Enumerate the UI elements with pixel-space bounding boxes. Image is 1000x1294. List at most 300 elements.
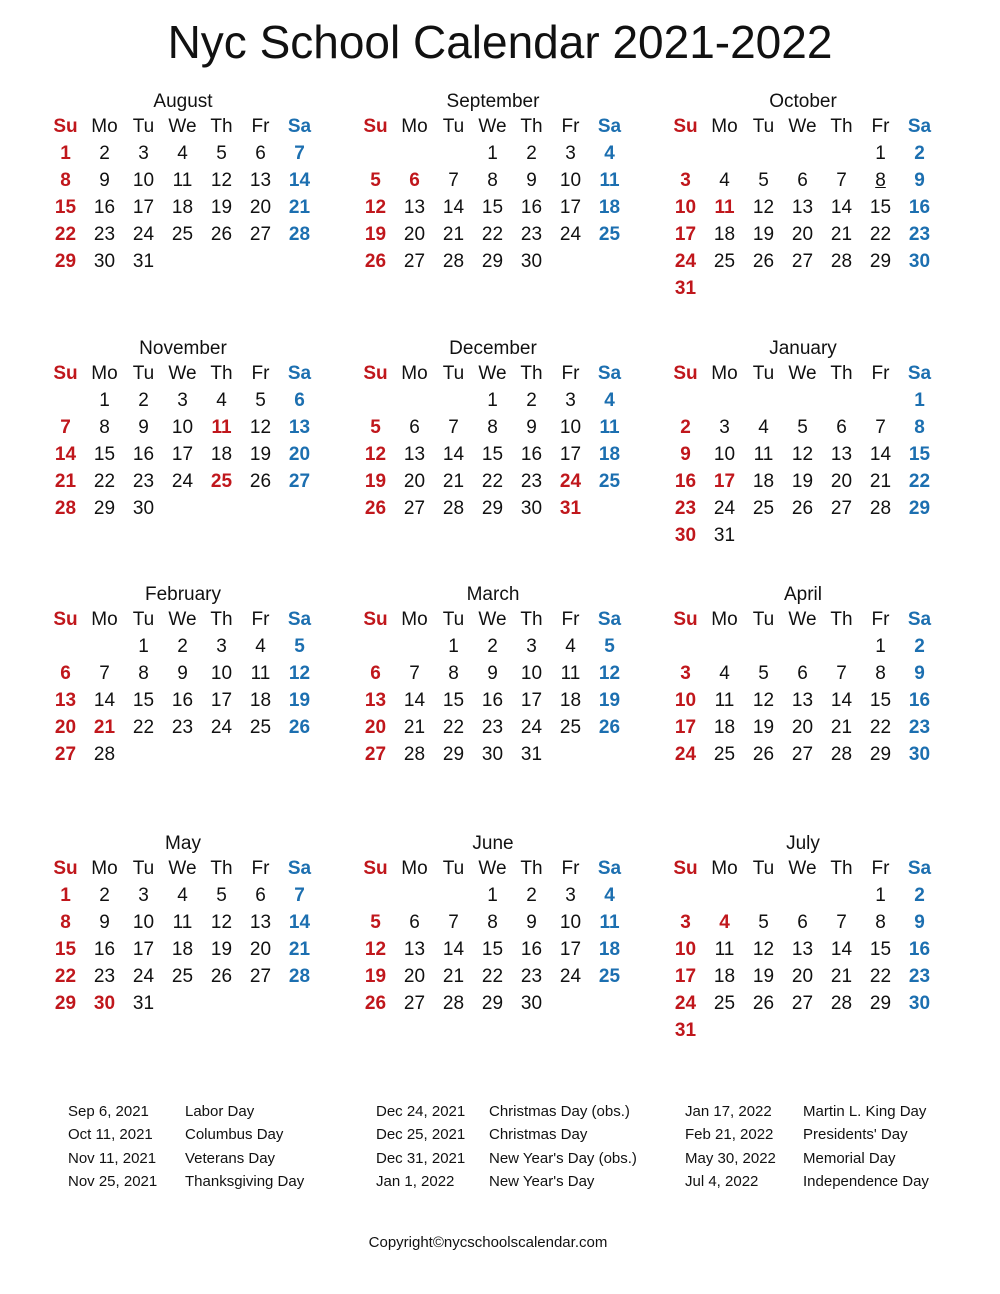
day-cell: 31 — [520, 744, 543, 765]
day-cell: 26 — [364, 498, 387, 519]
day-cell: 20 — [364, 717, 387, 738]
day-cell: 23 — [93, 224, 116, 245]
day-cell: 18 — [210, 444, 233, 465]
month-name: November — [139, 338, 227, 359]
weekday-header: Mo — [91, 858, 118, 879]
holiday-row — [68, 1123, 304, 1146]
holiday-row — [685, 1147, 929, 1170]
day-cell: 16 — [908, 690, 931, 711]
day-cell: 30 — [908, 251, 931, 272]
day-cell: 6 — [409, 912, 420, 933]
day-cell: 13 — [791, 939, 814, 960]
holiday-date: Jan 17, 2022 — [685, 1103, 772, 1120]
empty-cell — [395, 882, 434, 909]
day-cell: 6 — [797, 663, 808, 684]
weekday-header: Mo — [401, 858, 428, 879]
empty-cell — [705, 633, 744, 660]
day-cell: 25 — [713, 993, 736, 1014]
day-cell: 16 — [520, 939, 543, 960]
day-cell: 1 — [60, 885, 71, 906]
day-cell: 23 — [908, 966, 931, 987]
day-cell: 3 — [565, 143, 576, 164]
empty-cell — [822, 633, 861, 660]
day-cell: 17 — [559, 197, 582, 218]
day-cell: 26 — [210, 224, 233, 245]
day-cell: 13 — [249, 912, 272, 933]
day-cell: 2 — [526, 885, 537, 906]
weekday-header: Tu — [752, 363, 775, 384]
day-cell: 17 — [674, 224, 697, 245]
day-cell: 9 — [526, 170, 537, 191]
day-cell: 29 — [869, 744, 892, 765]
weekday-header: Fr — [561, 116, 580, 137]
day-cell: 6 — [294, 390, 305, 411]
day-cell: 20 — [830, 471, 853, 492]
day-cell: 26 — [364, 251, 387, 272]
holiday-name: Martin L. King Day — [803, 1103, 927, 1120]
day-cell: 29 — [869, 251, 892, 272]
weekday-header: Th — [830, 858, 853, 879]
weekday-header: Sa — [287, 858, 312, 879]
day-cell: 10 — [559, 912, 582, 933]
day-cell: 20 — [249, 939, 272, 960]
day-cell: 23 — [481, 717, 504, 738]
day-cell: 7 — [60, 417, 71, 438]
day-cell: 11 — [714, 939, 735, 960]
day-cell: 9 — [177, 663, 188, 684]
weekday-header: We — [478, 858, 507, 879]
day-cell: 4 — [177, 143, 188, 164]
month-grid — [356, 360, 630, 522]
weekday-header: Th — [830, 609, 853, 630]
holiday-date: Nov 25, 2021 — [68, 1172, 158, 1190]
day-cell: 6 — [409, 170, 420, 191]
holiday-name: Christmas Day (obs.) — [489, 1103, 630, 1120]
day-cell: 22 — [93, 471, 116, 492]
day-cell: 4 — [719, 663, 730, 684]
day-cell: 20 — [791, 224, 814, 245]
day-cell: 23 — [520, 966, 543, 987]
holiday-date: Oct 11, 2021 — [68, 1126, 153, 1144]
day-cell: 18 — [598, 939, 621, 960]
day-cell: 11 — [599, 170, 620, 191]
day-cell: 10 — [674, 690, 697, 711]
day-cell: 31 — [559, 498, 582, 519]
day-cell: 12 — [752, 939, 775, 960]
day-cell: 9 — [99, 912, 110, 933]
holiday-name: Veterans Day — [185, 1149, 276, 1167]
day-cell: 16 — [520, 197, 543, 218]
day-cell: 1 — [60, 143, 71, 164]
empty-cell — [356, 140, 395, 167]
day-cell: 12 — [791, 444, 814, 465]
day-cell: 21 — [830, 717, 853, 738]
weekday-header: Th — [830, 363, 853, 384]
day-cell: 22 — [869, 224, 892, 245]
month-grid — [46, 606, 320, 768]
day-cell: 15 — [54, 939, 77, 960]
day-cell: 3 — [680, 912, 691, 933]
day-cell: 17 — [171, 444, 194, 465]
day-cell: 27 — [288, 471, 311, 492]
day-cell: 15 — [869, 939, 892, 960]
day-cell: 24 — [674, 251, 697, 272]
weekday-header: Mo — [91, 609, 118, 630]
weekday-header: Sa — [597, 116, 622, 137]
day-cell: 13 — [791, 690, 814, 711]
weekday-header: We — [168, 363, 197, 384]
day-cell: 5 — [216, 143, 227, 164]
day-cell: 2 — [487, 636, 498, 657]
day-cell: 17 — [559, 444, 582, 465]
day-cell: 22 — [481, 224, 504, 245]
holiday-name: New Year's Day (obs.) — [489, 1149, 637, 1167]
weekday-header: Sa — [287, 609, 312, 630]
day-cell: 27 — [791, 993, 814, 1014]
day-cell: 23 — [520, 471, 543, 492]
month-name: October — [769, 91, 837, 112]
day-cell: 2 — [914, 143, 925, 164]
day-cell: 11 — [714, 197, 735, 218]
day-cell: 15 — [481, 939, 504, 960]
day-cell: 30 — [93, 993, 116, 1014]
day-cell: 17 — [674, 966, 697, 987]
day-cell: 10 — [171, 417, 194, 438]
day-cell: 6 — [255, 885, 266, 906]
day-cell: 13 — [403, 444, 426, 465]
weekday-header: Th — [210, 116, 233, 137]
weekday-header: We — [788, 363, 817, 384]
holiday-row — [68, 1147, 304, 1170]
holiday-name: Presidents' Day — [803, 1126, 908, 1144]
day-cell: 12 — [210, 170, 233, 191]
day-cell: 23 — [171, 717, 194, 738]
day-cell: 11 — [753, 444, 774, 465]
day-cell: 25 — [713, 251, 736, 272]
day-cell: 5 — [294, 636, 305, 657]
weekday-header: Tu — [132, 609, 155, 630]
day-cell: 6 — [797, 170, 808, 191]
empty-cell — [434, 140, 473, 167]
weekday-header: Sa — [907, 116, 932, 137]
day-cell: 4 — [604, 143, 615, 164]
holiday-date: May 30, 2022 — [685, 1149, 776, 1167]
empty-cell — [783, 140, 822, 167]
weekday-header: Su — [673, 116, 698, 137]
day-cell: 3 — [138, 885, 149, 906]
day-cell: 28 — [442, 993, 465, 1014]
month-name: September — [446, 91, 540, 112]
weekday-header: Tu — [752, 116, 775, 137]
day-cell: 3 — [138, 143, 149, 164]
day-cell: 18 — [713, 224, 736, 245]
day-cell: 17 — [210, 690, 233, 711]
holiday-name: Thanksgiving Day — [185, 1172, 305, 1190]
day-cell: 18 — [752, 471, 775, 492]
day-cell: 18 — [559, 690, 582, 711]
day-cell: 13 — [364, 690, 387, 711]
month-grid — [666, 606, 940, 768]
weekday-header: Su — [53, 116, 78, 137]
day-cell: 18 — [713, 966, 736, 987]
day-cell: 5 — [255, 390, 266, 411]
day-cell: 5 — [216, 885, 227, 906]
day-cell: 16 — [132, 444, 155, 465]
weekday-header: Fr — [251, 609, 270, 630]
holiday-date: Sep 6, 2021 — [68, 1103, 149, 1120]
day-cell: 6 — [797, 912, 808, 933]
day-cell: 4 — [719, 912, 730, 933]
day-cell: 25 — [752, 498, 775, 519]
day-cell: 18 — [171, 939, 194, 960]
day-cell: 27 — [830, 498, 853, 519]
empty-cell — [46, 387, 85, 414]
day-cell: 30 — [132, 498, 155, 519]
holiday-date: Dec 31, 2021 — [376, 1149, 466, 1167]
day-cell: 7 — [294, 143, 305, 164]
day-cell: 27 — [791, 744, 814, 765]
empty-cell — [356, 882, 395, 909]
day-cell: 15 — [908, 444, 931, 465]
weekday-header: Su — [673, 363, 698, 384]
day-cell: 1 — [448, 636, 459, 657]
month-grid — [666, 360, 940, 549]
empty-cell — [666, 633, 705, 660]
holiday-date: Dec 24, 2021 — [376, 1103, 466, 1120]
day-cell: 11 — [172, 170, 193, 191]
day-cell: 17 — [674, 717, 697, 738]
empty-cell — [822, 882, 861, 909]
day-cell: 11 — [599, 417, 620, 438]
empty-cell — [744, 140, 783, 167]
weekday-header: Tu — [132, 116, 155, 137]
day-cell: 26 — [210, 966, 233, 987]
day-cell: 6 — [409, 417, 420, 438]
weekday-header: Fr — [871, 363, 890, 384]
empty-cell — [861, 387, 900, 414]
day-cell: 3 — [719, 417, 730, 438]
day-cell: 4 — [719, 170, 730, 191]
day-cell: 11 — [599, 912, 620, 933]
month-grid — [46, 855, 320, 1017]
month-grid — [46, 360, 320, 522]
day-cell: 24 — [674, 744, 697, 765]
day-cell: 2 — [914, 885, 925, 906]
weekday-header: Tu — [752, 858, 775, 879]
day-cell: 22 — [908, 471, 931, 492]
month-name: February — [144, 584, 222, 605]
day-cell: 12 — [364, 939, 387, 960]
month-grid — [356, 855, 630, 1017]
day-cell: 3 — [680, 663, 691, 684]
day-cell: 8 — [487, 170, 498, 191]
day-cell: 12 — [249, 417, 272, 438]
day-cell: 12 — [752, 690, 775, 711]
weekday-header: We — [788, 609, 817, 630]
day-cell: 1 — [487, 390, 498, 411]
day-cell: 7 — [448, 417, 459, 438]
weekday-header: Su — [53, 858, 78, 879]
day-cell: 4 — [177, 885, 188, 906]
day-cell: 26 — [364, 993, 387, 1014]
day-cell: 21 — [830, 966, 853, 987]
day-cell: 22 — [481, 966, 504, 987]
day-cell: 15 — [93, 444, 116, 465]
day-cell: 21 — [403, 717, 426, 738]
holiday-name: Christmas Day — [489, 1126, 588, 1144]
day-cell: 17 — [132, 939, 155, 960]
day-cell: 9 — [914, 663, 925, 684]
day-cell: 3 — [526, 636, 537, 657]
day-cell: 30 — [93, 251, 116, 272]
weekday-header: Th — [210, 858, 233, 879]
day-cell: 11 — [250, 663, 271, 684]
month-grid — [666, 113, 940, 302]
weekday-header: Fr — [561, 609, 580, 630]
day-cell: 28 — [288, 966, 311, 987]
day-cell: 27 — [403, 498, 426, 519]
day-cell: 21 — [54, 471, 77, 492]
weekday-header: We — [788, 116, 817, 137]
month-name: July — [786, 833, 820, 854]
month-name: January — [769, 338, 837, 359]
empty-cell — [822, 387, 861, 414]
weekday-header: Su — [363, 116, 388, 137]
weekday-header: Tu — [132, 363, 155, 384]
day-cell: 3 — [680, 170, 691, 191]
weekday-header: Su — [363, 363, 388, 384]
day-cell: 20 — [54, 717, 77, 738]
day-cell: 6 — [255, 143, 266, 164]
day-cell: 2 — [177, 636, 188, 657]
weekday-header: Fr — [561, 858, 580, 879]
day-cell: 29 — [93, 498, 116, 519]
weekday-header: Mo — [711, 858, 738, 879]
weekday-header: Su — [53, 609, 78, 630]
weekday-header: Fr — [251, 363, 270, 384]
day-cell: 8 — [914, 417, 925, 438]
weekday-header: Mo — [91, 363, 118, 384]
day-cell: 30 — [520, 251, 543, 272]
day-cell: 9 — [99, 170, 110, 191]
day-cell: 5 — [758, 663, 769, 684]
day-cell: 3 — [177, 390, 188, 411]
empty-cell — [705, 882, 744, 909]
holiday-row — [685, 1170, 929, 1193]
day-cell: 16 — [674, 471, 697, 492]
holiday-row — [68, 1100, 304, 1123]
weekday-header: Mo — [401, 363, 428, 384]
day-cell: 4 — [216, 390, 227, 411]
empty-cell — [783, 882, 822, 909]
day-cell: 23 — [908, 717, 931, 738]
day-cell: 23 — [674, 498, 697, 519]
day-cell: 29 — [54, 993, 77, 1014]
day-cell: 25 — [713, 744, 736, 765]
day-cell: 22 — [869, 966, 892, 987]
day-cell: 13 — [830, 444, 853, 465]
day-cell: 18 — [713, 717, 736, 738]
day-cell: 14 — [54, 444, 77, 465]
day-cell: 20 — [791, 966, 814, 987]
day-cell: 11 — [172, 912, 193, 933]
day-cell: 11 — [560, 663, 581, 684]
weekday-header: Mo — [91, 116, 118, 137]
month-name: December — [449, 338, 537, 359]
day-cell: 10 — [132, 912, 155, 933]
weekday-header: Fr — [251, 858, 270, 879]
empty-cell — [356, 633, 395, 660]
day-cell: 28 — [442, 498, 465, 519]
day-cell: 9 — [138, 417, 149, 438]
holiday-row — [685, 1100, 929, 1123]
day-cell: 19 — [364, 224, 387, 245]
day-cell: 5 — [370, 417, 381, 438]
day-cell: 31 — [713, 525, 736, 546]
day-cell: 29 — [481, 251, 504, 272]
holiday-date: Jul 4, 2022 — [685, 1172, 759, 1190]
day-cell: 16 — [908, 939, 931, 960]
weekday-header: Mo — [401, 116, 428, 137]
day-cell: 23 — [520, 224, 543, 245]
day-cell: 20 — [403, 966, 426, 987]
day-cell: 9 — [914, 170, 925, 191]
weekday-header: Sa — [287, 363, 312, 384]
day-cell: 27 — [364, 744, 387, 765]
day-cell: 24 — [674, 993, 697, 1014]
day-cell: 21 — [442, 966, 465, 987]
weekday-header: Tu — [132, 858, 155, 879]
day-cell: 13 — [403, 197, 426, 218]
day-cell: 7 — [836, 663, 847, 684]
day-cell: 21 — [442, 224, 465, 245]
day-cell: 22 — [869, 717, 892, 738]
day-cell: 10 — [559, 170, 582, 191]
day-cell: 15 — [54, 197, 77, 218]
empty-cell — [46, 633, 85, 660]
day-cell: 18 — [249, 690, 272, 711]
holiday-date: Jan 1, 2022 — [376, 1172, 455, 1190]
day-cell: 14 — [442, 444, 465, 465]
day-cell: 18 — [598, 444, 621, 465]
day-cell: 10 — [674, 197, 697, 218]
day-cell: 24 — [559, 966, 582, 987]
weekday-header: Su — [363, 609, 388, 630]
day-cell: 8 — [875, 912, 886, 933]
weekday-header: Th — [210, 363, 233, 384]
empty-cell — [744, 387, 783, 414]
empty-cell — [822, 140, 861, 167]
day-cell: 12 — [210, 912, 233, 933]
day-cell: 19 — [752, 717, 775, 738]
holiday-row — [376, 1100, 637, 1123]
day-cell: 9 — [487, 663, 498, 684]
day-cell: 28 — [54, 498, 77, 519]
day-cell: 23 — [93, 966, 116, 987]
day-cell: 20 — [403, 471, 426, 492]
day-cell: 27 — [54, 744, 77, 765]
day-cell: 27 — [791, 251, 814, 272]
day-cell: 31 — [132, 251, 155, 272]
day-cell: 15 — [869, 690, 892, 711]
day-cell: 12 — [364, 197, 387, 218]
day-cell: 20 — [249, 197, 272, 218]
weekday-header: Tu — [752, 609, 775, 630]
day-cell: 20 — [288, 444, 311, 465]
day-cell: 24 — [520, 717, 543, 738]
holiday-row — [376, 1170, 637, 1193]
day-cell: 3 — [216, 636, 227, 657]
